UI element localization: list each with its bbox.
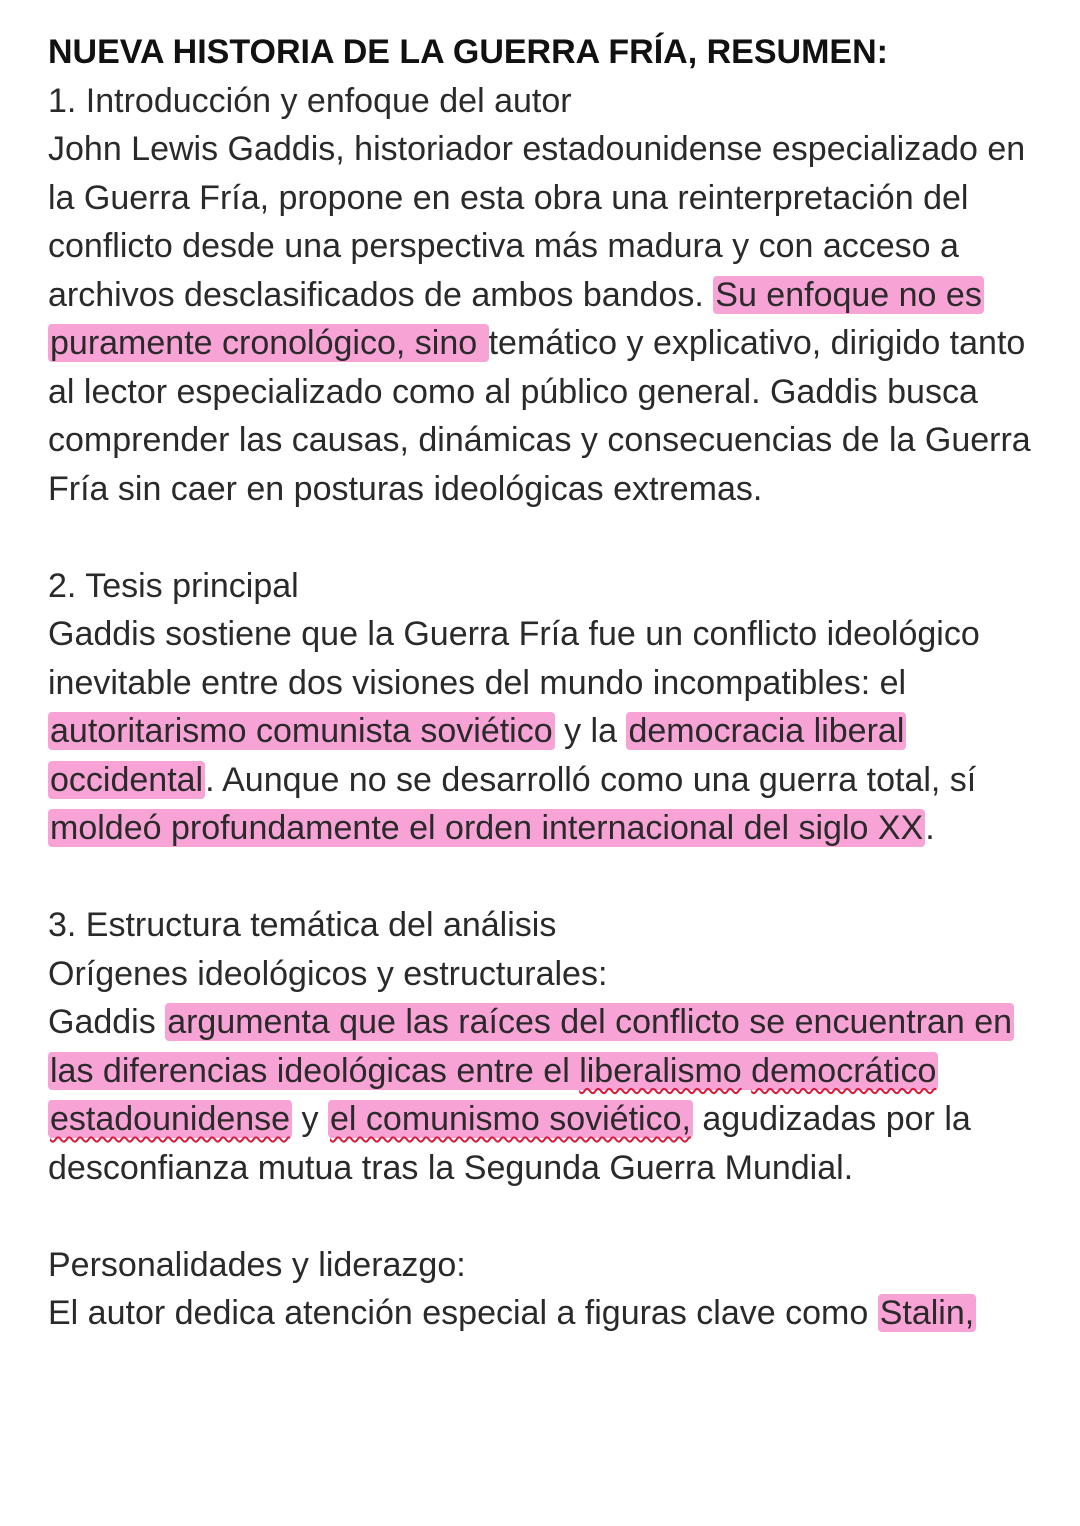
highlight-enfoque: Su enfoque no es puramente cronológico, sino <box>50 275 982 362</box>
highlight-autoritarismo: autoritarismo comunista soviético <box>50 712 553 750</box>
section-3-heading: 3. Estructura temática del análisis <box>48 906 557 944</box>
section-3-body-2 <box>48 1289 1058 1338</box>
highlight-space <box>742 1052 751 1090</box>
paragraph-gap <box>48 853 1058 902</box>
highlight-orden-internacional: moldeó profundamente el orden internacional del siglo XX <box>50 809 924 847</box>
section-1-heading: 1. Introducción y enfoque del autor <box>48 81 572 120</box>
section-2-text-b: y la <box>554 712 627 750</box>
highlight-comunismo: el comunismo soviético, <box>330 1100 691 1138</box>
section-3-body <box>48 998 1058 1192</box>
document-title: NUEVA HISTORIA DE LA GUERRA FRÍA, RESUMEN: <box>48 33 888 71</box>
paragraph-gap <box>48 1192 1058 1241</box>
section-3-subheading: Orígenes ideológicos y estructurales: <box>48 954 608 993</box>
section-1-text-b: temático y explicativo, dirigido tanto al lector especializado como al público general. Gaddis busca comprender las causas, dinámicas y consecuencias de la Guerra Fría sin caer en posturas ideológicas extremas. <box>48 324 1031 508</box>
section-3-subheading-2: Personalidades y liderazgo: <box>48 1245 466 1284</box>
section-1-body <box>48 125 1058 513</box>
highlight-raices-text: argumenta que las raíces del conflicto se encuentran en las diferencias ideológicas entre el <box>50 1003 1013 1090</box>
section-2-text-d: . <box>925 809 935 847</box>
highlight-stalin: Stalin, <box>879 1294 975 1332</box>
section-3-text-c: agudizadas por la desconfianza mutua tras la Segunda Guerra Mundial. <box>48 1100 971 1187</box>
document-page <box>48 28 1058 1338</box>
section-3-text-b: y <box>292 1100 328 1138</box>
section-3-text-a: Gaddis <box>48 1003 166 1041</box>
paragraph-gap <box>48 513 1058 562</box>
underline-democratico: democrático estadounidense <box>50 1051 937 1138</box>
section-2-body <box>48 610 1058 853</box>
section-2-text-a: Gaddis sostiene que la Guerra Fría fue un conflicto ideológico inevitable entre dos visiones del mundo incompatibles: el <box>48 615 980 702</box>
underline-liberalismo: liberalismo <box>579 1051 742 1090</box>
section-2-heading: 2. Tesis principal <box>48 566 299 605</box>
section-3-text-d: El autor dedica atención especial a figuras clave como <box>48 1294 878 1332</box>
section-1-text-a: John Lewis Gaddis, historiador estadounidense especializado en la Guerra Fría, propone en esta obra una reinterpretación del conflicto desde una perspectiva más madura y con acceso a archivos desclasificados de ambos bandos. <box>48 130 1026 314</box>
highlight-democracia: democracia liberal occidental <box>50 712 905 799</box>
section-2-text-c: . Aunque no se desarrolló como una guerra total, sí <box>205 760 977 799</box>
